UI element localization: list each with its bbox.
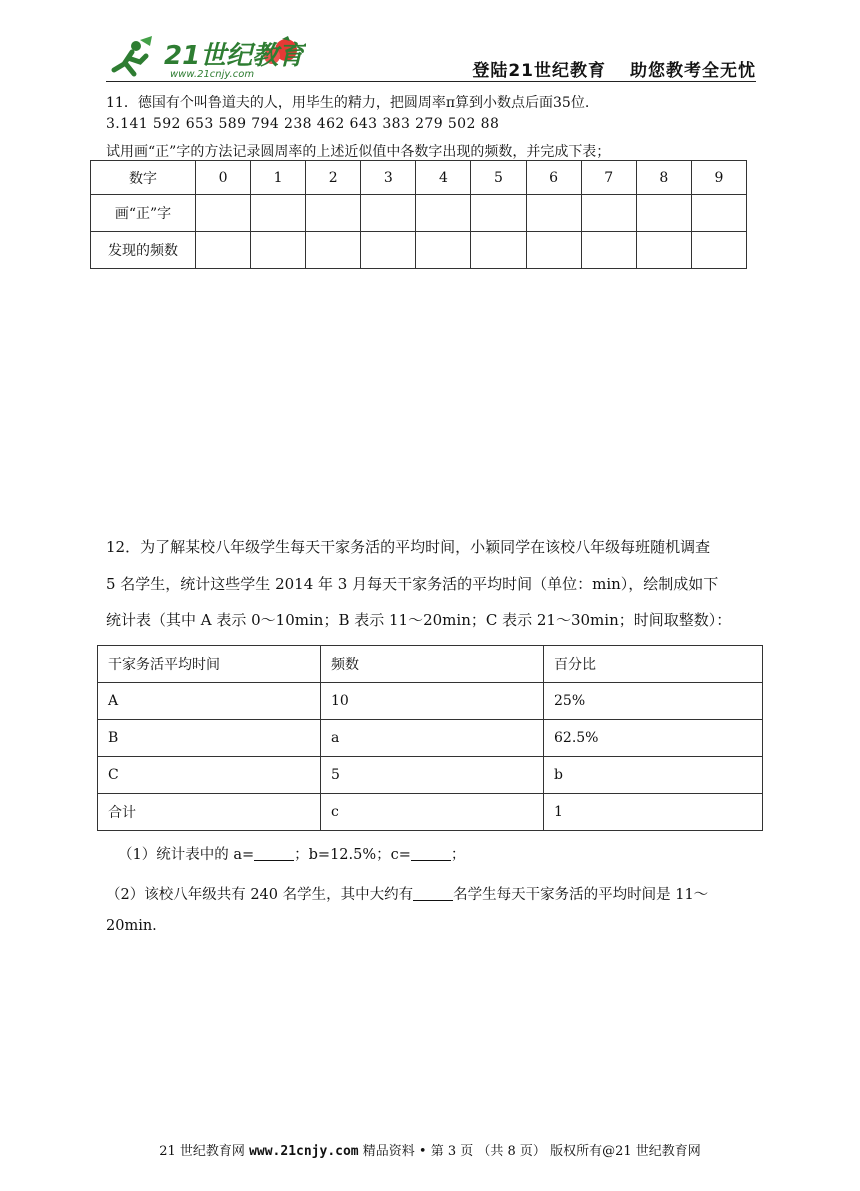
q12-line-3: 统计表（其中 A 表示 0～10min；B 表示 11～20min；C 表示 21～30min；时间取整数）： (106, 611, 732, 629)
table-cell: A (98, 683, 321, 720)
header-cell: 1 (251, 161, 306, 195)
header-cell: 8 (636, 161, 691, 195)
empty-cell (691, 232, 746, 269)
empty-cell (306, 232, 361, 269)
answer-blank-count (413, 886, 453, 901)
table-cell: 5 (321, 757, 544, 794)
empty-cell (636, 232, 691, 269)
q11-line-1: 11．德国有个叫鲁道夫的人，用毕生的精力，把圆周率π算到小数点后面35位. (106, 95, 590, 111)
page-footer (0, 1140, 860, 1159)
header-cell: 0 (196, 161, 251, 195)
header-cell: 5 (471, 161, 526, 195)
header-cell: 干家务活平均时间 (98, 646, 321, 683)
q12-sub-2: （2）该校八年级共有 240 名学生，其中大约有 名学生每天干家务活的平均时间是 11～ (106, 887, 709, 903)
q12-sub-1: （1）统计表中的 a= ；b=12.5%；c= ； (118, 847, 466, 863)
header-cell: 3 (361, 161, 416, 195)
table-header-row (98, 646, 763, 683)
footer-right: 版权所有@21 世纪教育网 (550, 1144, 701, 1159)
slogan-right: 助您教考全无忧 (630, 61, 756, 81)
header-cell: 6 (526, 161, 581, 195)
empty-cell (691, 195, 746, 232)
empty-cell (581, 195, 636, 232)
q12-line-2: 5 名学生，统计这些学生 2014 年 3 月每天干家务活的平均时间（单位：min），绘制成如下 (106, 575, 719, 593)
table-cell: 1 (544, 794, 763, 831)
table-cell: 10 (321, 683, 544, 720)
row-label: 发现的频数 (91, 232, 196, 269)
table-row (98, 683, 763, 720)
svg-text:www.21cnjy.com: www.21cnjy.com (170, 69, 255, 80)
runner-icon (114, 36, 152, 74)
empty-cell (416, 195, 471, 232)
table-row (98, 720, 763, 757)
digit-frequency-table (90, 160, 747, 269)
header-cell: 9 (691, 161, 746, 195)
svg-text:21世纪教育: 21世纪教育 (164, 41, 305, 71)
empty-cell (306, 195, 361, 232)
table-row (98, 757, 763, 794)
header-cell: 7 (581, 161, 636, 195)
answer-blank-c (411, 846, 451, 861)
header-cell: 百分比 (544, 646, 763, 683)
table-cell: 62.5% (544, 720, 763, 757)
table-header-row (91, 161, 747, 195)
q12-line-1: 12．为了解某校八年级学生每天干家务活的平均时间，小颖同学在该校八年级每班随机调查 (106, 538, 711, 556)
page-header (106, 34, 756, 82)
table-cell: B (98, 720, 321, 757)
empty-cell (361, 232, 416, 269)
header-cell: 4 (416, 161, 471, 195)
row-label: 画“正”字 (91, 195, 196, 232)
q12-sub-2-cont: 20min. (106, 918, 157, 934)
table-row (91, 195, 747, 232)
empty-cell (526, 195, 581, 232)
empty-cell (196, 232, 251, 269)
slogan-left: 登陆21世纪教育 (472, 61, 606, 81)
q11-pi-digits: 3.141 592 653 589 794 238 462 643 383 279 502 88 (106, 116, 500, 132)
empty-cell (196, 195, 251, 232)
table-row (91, 232, 747, 269)
footer-site-link[interactable]: www.21cnjy.com (249, 1144, 359, 1159)
header-cell: 数字 (91, 161, 196, 195)
table-cell: C (98, 757, 321, 794)
empty-cell (471, 232, 526, 269)
header-slogan (472, 56, 756, 81)
table-cell: c (321, 794, 544, 831)
housework-stats-table (97, 645, 763, 831)
answer-blank-a (254, 846, 294, 861)
table-cell: 合计 (98, 794, 321, 831)
header-cell: 频数 (321, 646, 544, 683)
table-cell: a (321, 720, 544, 757)
table-cell: b (544, 757, 763, 794)
footer-middle: 精品资料 • 第 3 页 （共 8 页） (362, 1144, 546, 1159)
table-cell: 25% (544, 683, 763, 720)
empty-cell (581, 232, 636, 269)
empty-cell (361, 195, 416, 232)
table-row (98, 794, 763, 831)
empty-cell (251, 195, 306, 232)
empty-cell (471, 195, 526, 232)
empty-cell (526, 232, 581, 269)
header-cell: 2 (306, 161, 361, 195)
empty-cell (251, 232, 306, 269)
header-divider (106, 81, 756, 82)
empty-cell (416, 232, 471, 269)
q11-line-3: 试用画“正”字的方法记录圆周率的上述近似值中各数字出现的频数，并完成下表； (106, 144, 611, 160)
footer-left: 21 世纪教育网 (159, 1144, 245, 1159)
site-logo (106, 34, 306, 80)
empty-cell (636, 195, 691, 232)
